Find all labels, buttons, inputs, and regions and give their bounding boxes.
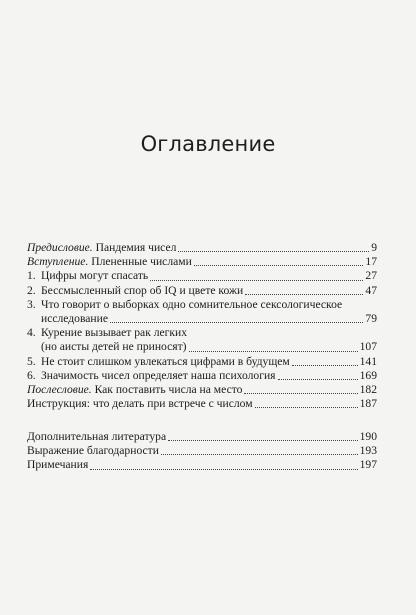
- toc-entry-number: 5.: [27, 354, 36, 368]
- toc-entry-acknowledgements: [27, 444, 377, 458]
- toc-entry-page: 17: [365, 255, 377, 269]
- dot-leader: [150, 280, 363, 281]
- toc-entry-title-continued: (но аисты детей не приносят): [41, 340, 187, 354]
- toc-entry-chapter-3-line-2: [27, 312, 377, 326]
- toc-entry-page: 47: [365, 283, 377, 297]
- toc-entry-chapter-4-line-1: [27, 326, 377, 340]
- dot-leader: [161, 454, 358, 455]
- dot-leader: [194, 265, 364, 266]
- toc-entry-chapter-1: [27, 269, 377, 283]
- toc-entry-further-reading: [27, 430, 377, 444]
- toc-entry-page: 187: [359, 397, 377, 411]
- toc-entry-number: 6.: [27, 368, 36, 382]
- back-matter-list: [27, 430, 377, 473]
- toc-entry-title: Примечания: [27, 458, 89, 472]
- toc-entry-title: Плененные числами: [88, 255, 192, 269]
- toc-entry-prefix: Предисловие.: [27, 241, 93, 254]
- toc-entry-preface: [27, 241, 377, 255]
- dot-leader: [189, 351, 358, 352]
- toc-entry-title: Курение вызывает рак легких: [41, 326, 188, 340]
- toc-entry-title: Значимость чисел определяет наша психология: [41, 368, 276, 382]
- toc-entry-page: 79: [365, 312, 377, 326]
- toc-entry-title: Как поставить числа на место: [91, 383, 243, 397]
- toc-entry-page: 141: [359, 354, 377, 368]
- toc-entry-page: 27: [365, 269, 377, 283]
- toc-entry-chapter-3-line-1: [27, 298, 377, 312]
- toc-entry-title: Инструкция: что делать при встрече с числом: [27, 397, 253, 411]
- toc-entry-title: Цифры могут спасать: [41, 269, 149, 283]
- toc-entry-number: 3.: [27, 297, 36, 311]
- dot-leader: [245, 294, 363, 295]
- toc-entry-prefix: Вступление.: [27, 255, 89, 269]
- dot-leader: [90, 469, 357, 470]
- dot-leader: [110, 322, 363, 323]
- toc-entry-page: 190: [359, 430, 377, 443]
- toc-entry-number: 4.: [27, 326, 36, 340]
- dot-leader: [292, 365, 358, 366]
- toc-entry-instructions: [27, 397, 377, 411]
- dot-leader: [244, 393, 357, 394]
- toc-entry-title: Дополнительная литература: [27, 430, 167, 443]
- dot-leader: [178, 251, 369, 252]
- toc-entry-page: 182: [359, 383, 377, 397]
- toc-entry-notes: [27, 458, 377, 472]
- toc-entry-introduction: [27, 255, 377, 269]
- toc-entry-page: 107: [359, 340, 377, 354]
- dot-leader: [168, 440, 357, 441]
- toc-entry-title: Пандемия чисел: [92, 241, 177, 254]
- toc-entry-page: 169: [359, 368, 377, 382]
- toc-entry-chapter-2: [27, 284, 377, 298]
- toc-entry-chapter-5: [27, 355, 377, 369]
- toc-entry-chapter-6: [27, 369, 377, 383]
- page-title: Оглавление: [140, 132, 276, 156]
- toc-entry-afterword: [27, 383, 377, 397]
- toc-entry-number: 1.: [27, 269, 36, 283]
- toc-entry-title: Бессмысленный спор об IQ и цвете кожи: [41, 283, 244, 297]
- toc-entry-title: Что говорит о выборках одно сомнительное сексологическое: [41, 297, 343, 311]
- toc-entry-page: 9: [371, 241, 377, 254]
- toc-entry-title-continued: исследование: [41, 312, 108, 326]
- toc-entry-chapter-4-line-2: [27, 340, 377, 354]
- table-of-contents: [27, 241, 377, 411]
- toc-entry-prefix: Послесловие.: [27, 383, 92, 397]
- toc-entry-number: 2.: [27, 283, 36, 297]
- toc-entry-page: 193: [359, 444, 377, 458]
- toc-entry-title: Выражение благодарности: [27, 444, 159, 458]
- dot-leader: [278, 379, 358, 380]
- toc-entry-title: Не стоит слишком увлекаться цифрами в будущем: [41, 354, 290, 368]
- toc-entry-page: 197: [359, 458, 377, 472]
- dot-leader: [255, 407, 358, 408]
